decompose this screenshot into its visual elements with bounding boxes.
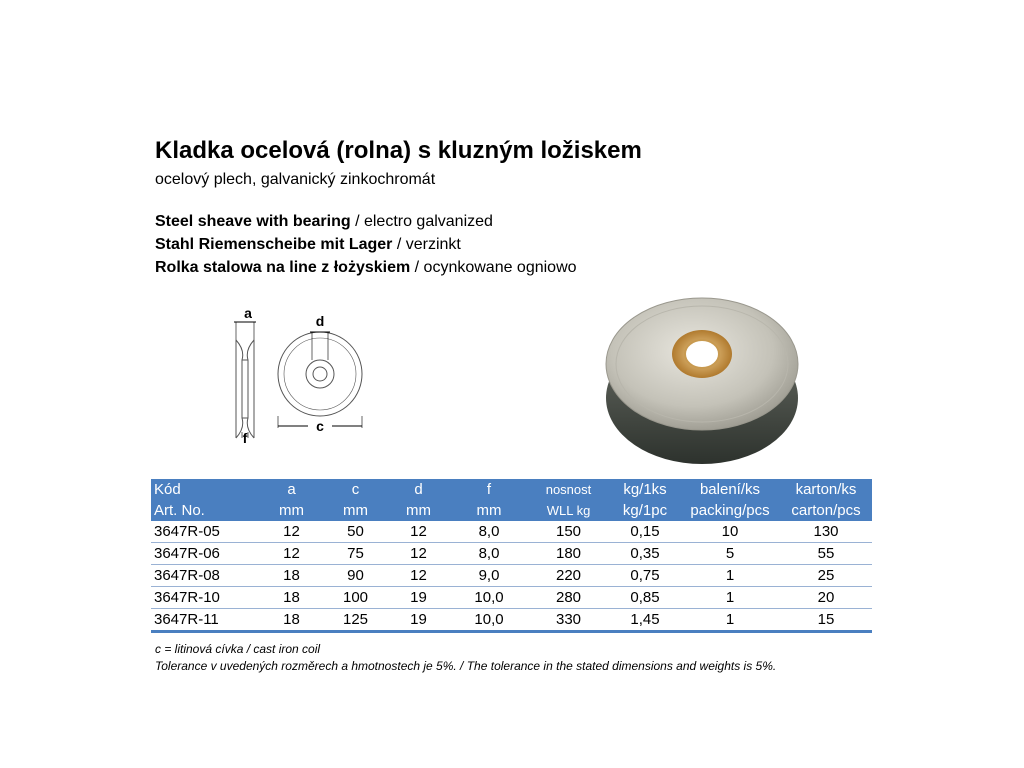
table-row bbox=[151, 587, 872, 609]
cell-packing: 1 bbox=[680, 609, 780, 632]
table-row bbox=[151, 609, 872, 632]
col-subheader-a: mm bbox=[258, 500, 325, 521]
col-header-capacity: nosnost bbox=[527, 479, 610, 500]
table-row bbox=[151, 565, 872, 587]
col-subheader-code: Art. No. bbox=[151, 500, 258, 521]
page-subtitle: ocelový plech, galvanický zinkochromát bbox=[155, 171, 436, 188]
description-en-bold: Steel sheave with bearing bbox=[155, 213, 351, 230]
cell-code: 3647R-11 bbox=[151, 609, 258, 632]
cell-packing: 10 bbox=[680, 521, 780, 543]
cell-carton: 15 bbox=[780, 609, 872, 632]
page-title: Kladka ocelová (rolna) s kluzným ložiskem bbox=[155, 137, 642, 164]
front-view bbox=[278, 332, 362, 428]
col-header-c: c bbox=[325, 479, 386, 500]
cell-a: 18 bbox=[258, 587, 325, 609]
cell-packing: 5 bbox=[680, 543, 780, 565]
cell-capacity: 150 bbox=[527, 521, 610, 543]
cell-c: 50 bbox=[325, 521, 386, 543]
cell-weight: 1,45 bbox=[610, 609, 680, 632]
cell-d: 12 bbox=[386, 521, 451, 543]
cell-a: 12 bbox=[258, 521, 325, 543]
col-header-weight: kg/1ks bbox=[610, 479, 680, 500]
col-subheader-capacity: WLL kg bbox=[527, 500, 610, 521]
col-subheader-c: mm bbox=[325, 500, 386, 521]
note-tolerance: Tolerance v uvedených rozměrech a hmotnostech je 5%. / The tolerance in the stated dimensions and weights is 5%. bbox=[155, 659, 777, 673]
cell-f: 8,0 bbox=[451, 543, 527, 565]
cell-c: 90 bbox=[325, 565, 386, 587]
col-header-carton: karton/ks bbox=[780, 479, 872, 500]
side-view bbox=[234, 322, 256, 438]
col-subheader-weight: kg/1pc bbox=[610, 500, 680, 521]
table-header-row bbox=[151, 479, 872, 500]
cell-weight: 0,75 bbox=[610, 565, 680, 587]
cell-capacity: 220 bbox=[527, 565, 610, 587]
cell-capacity: 280 bbox=[527, 587, 610, 609]
cell-carton: 20 bbox=[780, 587, 872, 609]
table-row bbox=[151, 543, 872, 565]
description-de bbox=[155, 236, 461, 254]
cell-d: 19 bbox=[386, 609, 451, 632]
cell-f: 8,0 bbox=[451, 521, 527, 543]
description-en-rest: / electro galvanized bbox=[350, 213, 493, 230]
description-pl bbox=[155, 259, 577, 277]
col-subheader-packing: packing/pcs bbox=[680, 500, 780, 521]
cell-code: 3647R-10 bbox=[151, 587, 258, 609]
label-d: d bbox=[315, 313, 325, 329]
label-f: f bbox=[242, 430, 248, 446]
table-header-row bbox=[151, 500, 872, 521]
col-header-d: d bbox=[386, 479, 451, 500]
cell-weight: 0,35 bbox=[610, 543, 680, 565]
cell-a: 18 bbox=[258, 565, 325, 587]
note-material: c = litinová cívka / cast iron coil bbox=[155, 642, 321, 656]
description-en bbox=[155, 213, 493, 231]
cell-packing: 1 bbox=[680, 587, 780, 609]
cell-f: 10,0 bbox=[451, 609, 527, 632]
cell-f: 10,0 bbox=[451, 587, 527, 609]
cell-a: 12 bbox=[258, 543, 325, 565]
col-header-f: f bbox=[451, 479, 527, 500]
description-pl-bold: Rolka stalowa na line z łożyskiem bbox=[155, 259, 411, 276]
cell-d: 12 bbox=[386, 565, 451, 587]
cell-carton: 130 bbox=[780, 521, 872, 543]
col-header-code: Kód bbox=[151, 479, 258, 500]
table-row bbox=[151, 521, 872, 543]
cell-capacity: 330 bbox=[527, 609, 610, 632]
cell-capacity: 180 bbox=[527, 543, 610, 565]
cell-code: 3647R-06 bbox=[151, 543, 258, 565]
cell-d: 19 bbox=[386, 587, 451, 609]
cell-a: 18 bbox=[258, 609, 325, 632]
cell-f: 9,0 bbox=[451, 565, 527, 587]
cell-code: 3647R-08 bbox=[151, 565, 258, 587]
cell-weight: 0,85 bbox=[610, 587, 680, 609]
cell-d: 12 bbox=[386, 543, 451, 565]
cell-carton: 55 bbox=[780, 543, 872, 565]
description-de-rest: / verzinkt bbox=[392, 236, 461, 253]
cell-c: 100 bbox=[325, 587, 386, 609]
cell-c: 75 bbox=[325, 543, 386, 565]
cell-carton: 25 bbox=[780, 565, 872, 587]
product-photo bbox=[598, 288, 808, 468]
col-subheader-f: mm bbox=[451, 500, 527, 521]
cell-c: 125 bbox=[325, 609, 386, 632]
label-c: c bbox=[316, 418, 324, 434]
col-subheader-carton: carton/pcs bbox=[780, 500, 872, 521]
spec-table bbox=[151, 479, 872, 633]
cell-packing: 1 bbox=[680, 565, 780, 587]
col-subheader-d: mm bbox=[386, 500, 451, 521]
cell-weight: 0,15 bbox=[610, 521, 680, 543]
cell-code: 3647R-05 bbox=[151, 521, 258, 543]
col-header-packing: balení/ks bbox=[680, 479, 780, 500]
description-pl-rest: / ocynkowane ogniowo bbox=[410, 259, 577, 276]
dimension-drawing bbox=[218, 300, 388, 450]
label-a: a bbox=[244, 305, 252, 321]
col-header-a: a bbox=[258, 479, 325, 500]
description-de-bold: Stahl Riemenscheibe mit Lager bbox=[155, 236, 393, 253]
